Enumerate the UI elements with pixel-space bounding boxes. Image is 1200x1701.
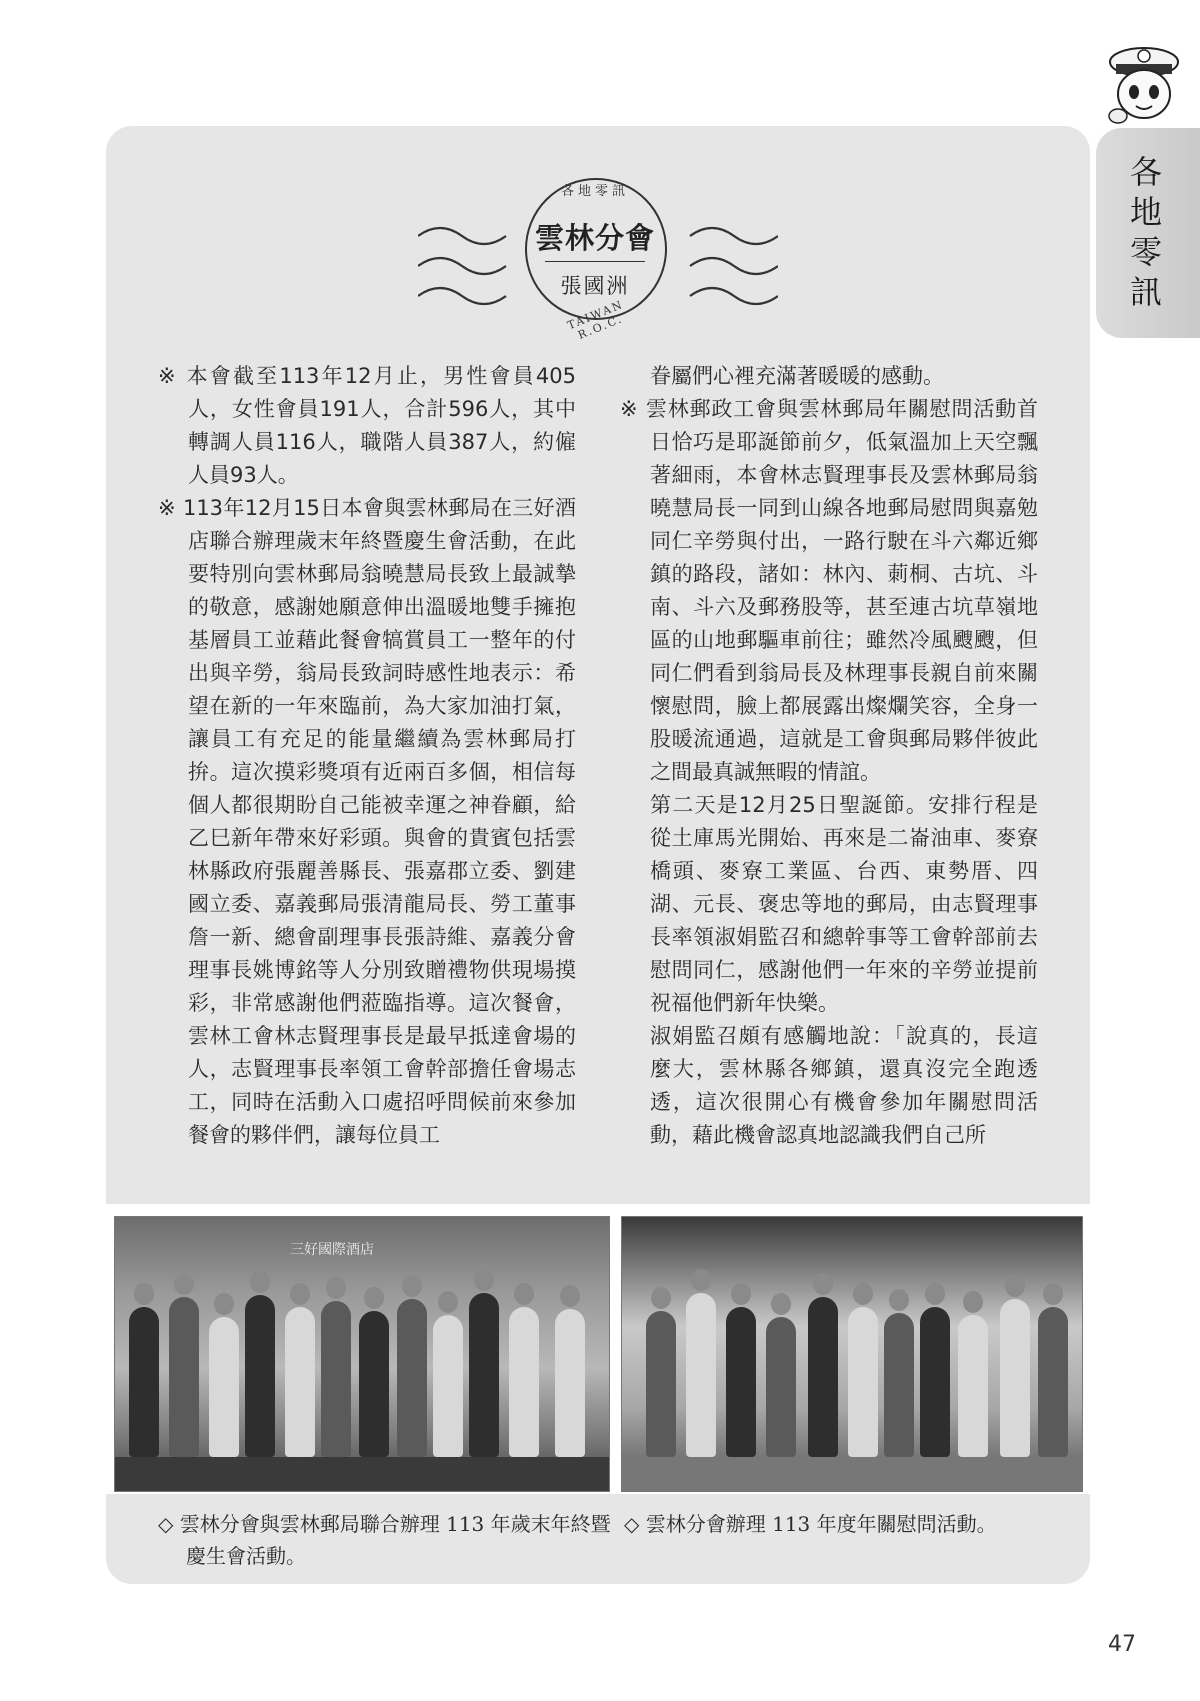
page-number: 47 [1108, 1632, 1136, 1657]
photo-caption-left: ◇ 雲林分會與雲林郵局聯合辦理 113 年歲末年終暨慶生會活動。 [158, 1512, 611, 1568]
hotel-sign: 三好國際酒店 [290, 1242, 374, 1258]
stamp-title: 雲林分會 [534, 221, 655, 255]
paragraph: ※ 113年12月15日本會與雲林郵局在三好酒店聯合辦理歲末年終暨慶生會活動，在此要特別向雲林郵局翁曉慧局長致上最誠摯的敬意，感謝她願意伸出溫暖地雙手擁抱基層員工並藉此餐會犒賞員工一整年的付出與辛勞，翁局長致詞時感性地表示：希望在新的一年來臨前，為大家加油打氣，讓員工有充足的能量繼續為雲林郵局打拚。這次摸彩獎項有近兩百多個，相信每個人都很期盼自己能被幸運之神眷顧，給乙巳新年帶來好彩頭。與會的貴賓包括雲林縣政府張麗善縣長、張嘉郡立委、劉建國立委、嘉義郵局張清龍局長、勞工董事詹一新、總會副理事長張詩維、嘉義分會理事長姚博銘等人分別致贈禮物供現場摸彩，非常感謝他們蒞臨指導。這次餐會，雲林工會林志賢理事長是最早抵達會場的人，志賢理事長率領工會幹部擔任會場志工，同時在活動入口處招呼問候前來參加餐會的夥伴們，讓每位員工 [158, 496, 576, 1147]
stamp-divider [545, 261, 645, 262]
section-tab-label: 各地零訊 [1129, 153, 1162, 311]
text-column-right [620, 360, 1038, 1152]
photo-caption-right: ◇ 雲林分會辦理 113 年度年關慰問活動。 [624, 1512, 997, 1536]
paragraph: 淑娟監召頗有感觸地說：「說真的，長這麼大，雲林縣各鄉鎮，還真沒完全跑透透，這次很開心有機會參加年關慰問活動，藉此機會認真地認識我們自己所 [650, 1024, 1038, 1147]
stamp-header: 各地零訊 [560, 184, 629, 199]
stamp-footer: TAIWAN R.O.C. [565, 297, 626, 342]
title-stamp [505, 158, 685, 342]
photo-new-year-visit [621, 1216, 1083, 1492]
mascot-icon [1098, 42, 1190, 134]
paragraph: 眷屬們心裡充滿著暖暖的感動。 [650, 364, 944, 388]
paragraph: ※ 本會截至113年12月止，男性會員405人，女性會員191人，合計596人，其中轉調人員116人，職階人員387人，約僱人員93人。 [158, 364, 576, 487]
stamp-author: 張國洲 [560, 274, 630, 298]
photo-year-end-party [114, 1216, 610, 1492]
paragraph: ※ 雲林郵政工會與雲林郵局年關慰問活動首日恰巧是耶誕節前夕，低氣溫加上天空飄著細雨，本會林志賢理事長及雲林郵局翁曉慧局長一同到山線各地郵局慰問與嘉勉同仁辛勞與付出，一路行駛在斗六鄰近鄉鎮的路段，諸如：林內、莿桐、古坑、斗南、斗六及郵務股等，甚至連古坑草嶺地區的山地郵驅車前往；雖然冷風颼颼，但同仁們看到翁局長及林理事長親自前來關懷慰問，臉上都展露出燦爛笑容，全身一股暖流通過，這就是工會與郵局夥伴彼此之間最真誠無暇的情誼。 [620, 397, 1038, 784]
paragraph: 第二天是12月25日聖誕節。安排行程是從土庫馬光開始、再來是二崙油車、麥寮橋頭、麥寮工業區、台西、東勢厝、四湖、元長、褒忠等地的郵局，由志賢理事長率領淑娟監召和總幹事等工會幹部前去慰問同仁，感謝他們一年來的辛勞並提前祝福他們新年快樂。 [650, 793, 1038, 1015]
text-column-left [158, 360, 576, 1152]
